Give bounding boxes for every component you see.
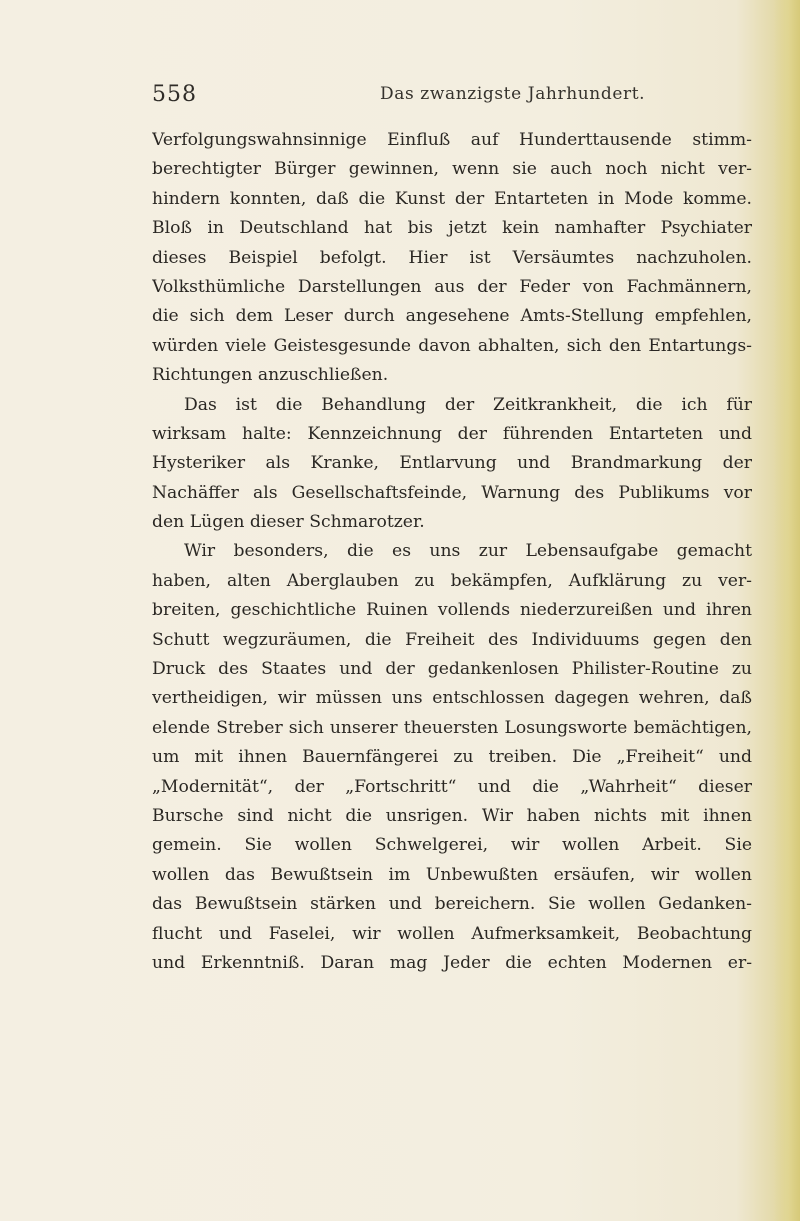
text-line: Schutt wegzuräumen, die Freiheit des Individuums gegen den: [152, 629, 752, 650]
body-text: [152, 126, 752, 978]
text-line: um mit ihnen Bauernfängerei zu treiben. Die „Freiheit“ und: [152, 747, 752, 768]
text-line: den Lügen dieser Schmarotzer.: [152, 512, 425, 533]
text-line: würden viele Geistesgesunde davon abhalten, sich den Entartungs-: [152, 335, 752, 356]
text-line: gemein. Sie wollen Schwelgerei, wir wollen Arbeit. Sie: [152, 835, 752, 856]
text-line: das Bewußtsein stärken und bereichern. Sie wollen Gedanken-: [152, 894, 752, 915]
text-line: berechtigter Bürger gewinnen, wenn sie auch noch nicht ver-: [152, 159, 752, 180]
text-line: wirksam halte: Kennzeichnung der führenden Entarteten und: [152, 423, 752, 444]
text-line: Hysteriker als Kranke, Entlarvung und Brandmarkung der: [152, 453, 752, 474]
text-line: breiten, geschichtliche Ruinen vollends niederzureißen und ihren: [152, 600, 752, 621]
text-line: hindern konnten, daß die Kunst der Entarteten in Mode komme.: [152, 188, 752, 209]
text-line: Wir besonders, die es uns zur Lebensaufgabe gemacht: [184, 541, 752, 562]
text-line: Nachäffer als Gesellschaftsfeinde, Warnung des Publikums vor: [152, 482, 752, 503]
page-number: 558: [152, 82, 197, 107]
text-line: Volksthümliche Darstellungen aus der Feder von Fachmännern,: [152, 276, 752, 297]
text-line: Verfolgungswahnsinnige Einfluß auf Hunderttausende stimm-: [152, 130, 752, 150]
text-line: Druck des Staates und der gedankenlosen Philister-Routine zu: [152, 659, 752, 680]
text-line: haben, alten Aberglauben zu bekämpfen, Aufklärung zu ver-: [152, 570, 752, 591]
text-line: Richtungen anzuschließen.: [152, 365, 389, 386]
text-line: elende Streber sich unserer theuersten Losungsworte bemächtigen,: [152, 717, 752, 738]
text-line: die sich dem Leser durch angesehene Amts-Stellung empfehlen,: [152, 306, 752, 327]
text-line: flucht und Faselei, wir wollen Aufmerksamkeit, Beobachtung: [152, 923, 752, 944]
text-line: Bursche sind nicht die unsrigen. Wir haben nichts mit ihnen: [152, 805, 752, 826]
page-header: [152, 82, 752, 110]
text-line: wollen das Bewußtsein im Unbewußten ersäufen, wir wollen: [152, 864, 752, 885]
text-line: Bloß in Deutschland hat bis jetzt kein namhafter Psychiater: [152, 218, 752, 239]
text-line: dieses Beispiel befolgt. Hier ist Versäumtes nachzuholen.: [152, 247, 752, 268]
text-line: „Modernität“, der „Fortschritt“ und die „Wahrheit“ dieser: [152, 776, 752, 797]
page-edge-discoloration: [774, 0, 800, 1221]
text-line: Das ist die Behandlung der Zeitkrankheit, die ich für: [184, 394, 752, 415]
text-line: und Erkenntniß. Daran mag Jeder die echten Modernen er-: [152, 952, 752, 973]
text-line: vertheidigen, wir müssen uns entschlossen dagegen wehren, daß: [152, 688, 752, 709]
running-head: Das zwanzigste Jahrhundert.: [380, 84, 646, 104]
